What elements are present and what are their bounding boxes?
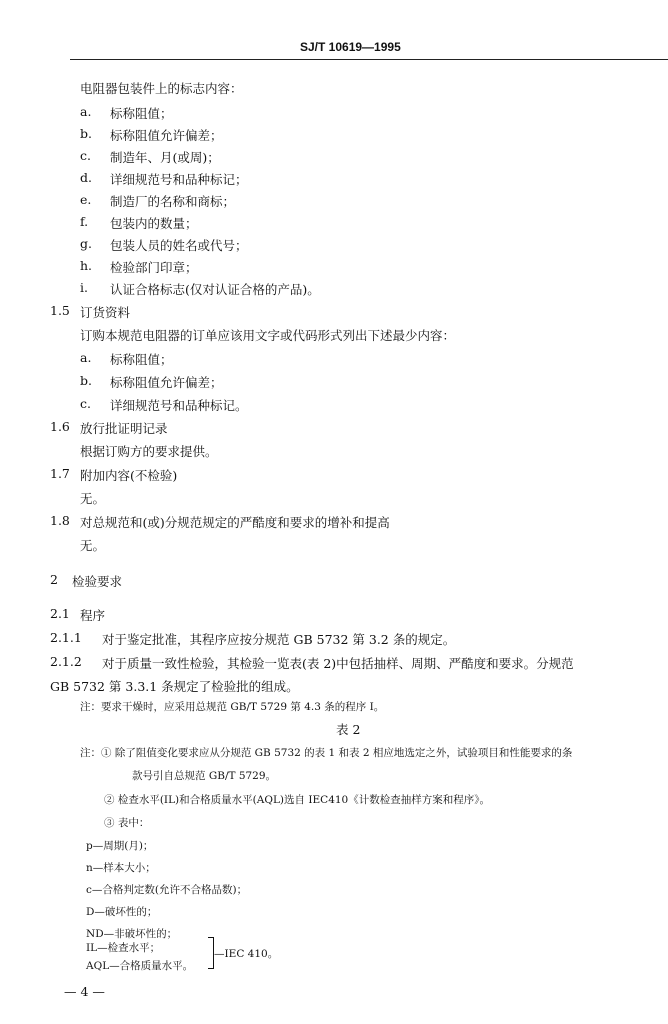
list-item-letter: e.	[80, 192, 92, 207]
list-item-text: 标称阻值允许偏差；	[110, 375, 223, 390]
list-item-text: 制造厂的名称和商标；	[110, 194, 236, 209]
list-item-text: 标称阻值；	[110, 106, 173, 121]
subsection-text: 对于质量一致性检验，其检验一览表(表 2)中包括抽样、周期、严酷度和要求。分规范	[102, 656, 574, 671]
header-rule	[70, 59, 668, 60]
section-number: 1.8	[50, 513, 70, 528]
definition-item: IL—检查水平；	[86, 942, 161, 954]
subsection-number: 2.1.2	[50, 654, 82, 669]
section-text: 根据订购方的要求提供。	[80, 444, 218, 459]
section-text: 无。	[80, 491, 106, 506]
page-number: — 4 —	[64, 984, 105, 999]
note-1: 注：① 除了阻值变化要求应从分规范 GB 5732 的表 1 和表 2 相应地选定之外，试验项目和性能要求的条	[80, 747, 573, 759]
list-item-letter: d.	[80, 170, 92, 185]
section-title: 附加内容(不检验)	[80, 468, 178, 483]
section-number: 1.6	[50, 419, 70, 434]
section-text: 无。	[80, 538, 106, 553]
list-item-letter: g.	[80, 236, 92, 251]
definition-item: c—合格判定数(允许不合格品数)；	[86, 884, 248, 896]
section-text: 订购本规范电阻器的订单应该用文字或代码形式列出下述最少内容：	[80, 328, 456, 343]
section-title: 放行批证明记录	[80, 421, 168, 436]
section-number: 1.7	[50, 466, 70, 481]
list-item-letter: b.	[80, 126, 92, 141]
list-item-letter: h.	[80, 258, 93, 273]
bracket-reference: —IEC 410。	[214, 948, 279, 960]
definition-item: ND—非破坏性的；	[86, 928, 178, 940]
section-title: 程序	[80, 608, 106, 623]
list-item-text: 制造年、月(或周)；	[110, 150, 220, 165]
list-item-text: 标称阻值允许偏差；	[110, 128, 223, 143]
definition-item: n—样本大小；	[86, 862, 156, 874]
section-number: 2.1	[50, 606, 70, 621]
subsection-text-continued: GB 5732 第 3.3.1 条规定了检验批的组成。	[50, 679, 299, 694]
definition-item: D—破坏性的；	[86, 906, 158, 918]
standard-code: SJ/T 10619—1995	[300, 40, 401, 54]
note-3: ③ 表中：	[104, 817, 150, 829]
definition-item: AQL—合格质量水平。	[86, 960, 194, 972]
list-item-letter: f.	[80, 214, 89, 229]
section-number: 1.5	[50, 303, 70, 318]
list-item-letter: i.	[80, 280, 88, 295]
note-2: ② 检查水平(IL)和合格质量水平(AQL)选自 IEC410《计数检查抽样方案和程序》。	[104, 794, 490, 806]
list-item-letter: a.	[80, 104, 92, 119]
list-item-text: 包装内的数量；	[110, 216, 198, 231]
list-item-letter: b.	[80, 373, 92, 388]
list-item-text: 标称阻值；	[110, 352, 173, 367]
list-item-letter: a.	[80, 350, 92, 365]
subsection-number: 2.1.1	[50, 630, 82, 645]
definition-item: p—周期(月)；	[86, 840, 154, 852]
chapter-title: 检验要求	[72, 574, 123, 589]
subsection-text: 对于鉴定批准，其程序应按分规范 GB 5732 第 3.2 条的规定。	[102, 632, 456, 647]
list-item-text: 认证合格标志(仅对认证合格的产品)。	[110, 282, 320, 297]
section-title: 对总规范和(或)分规范规定的严酷度和要求的增补和提高	[80, 515, 390, 530]
marking-intro: 电阻器包装件上的标志内容：	[80, 81, 243, 96]
remark: 注：要求干燥时，应采用总规范 GB/T 5729 第 4.3 条的程序 I。	[80, 701, 385, 713]
section-title: 订货资料	[80, 305, 131, 320]
table-title: 表 2	[336, 722, 361, 737]
chapter-number: 2	[50, 572, 58, 587]
note-1-continued: 款号引自总规范 GB/T 5729。	[132, 770, 277, 782]
list-item-text: 详细规范号和品种标记；	[110, 172, 248, 187]
list-item-text: 检验部门印章；	[110, 260, 198, 275]
list-item-text: 详细规范号和品种标记。	[110, 398, 248, 413]
list-item-letter: c.	[80, 396, 91, 411]
list-item-letter: c.	[80, 148, 91, 163]
list-item-text: 包装人员的姓名或代号；	[110, 238, 248, 253]
